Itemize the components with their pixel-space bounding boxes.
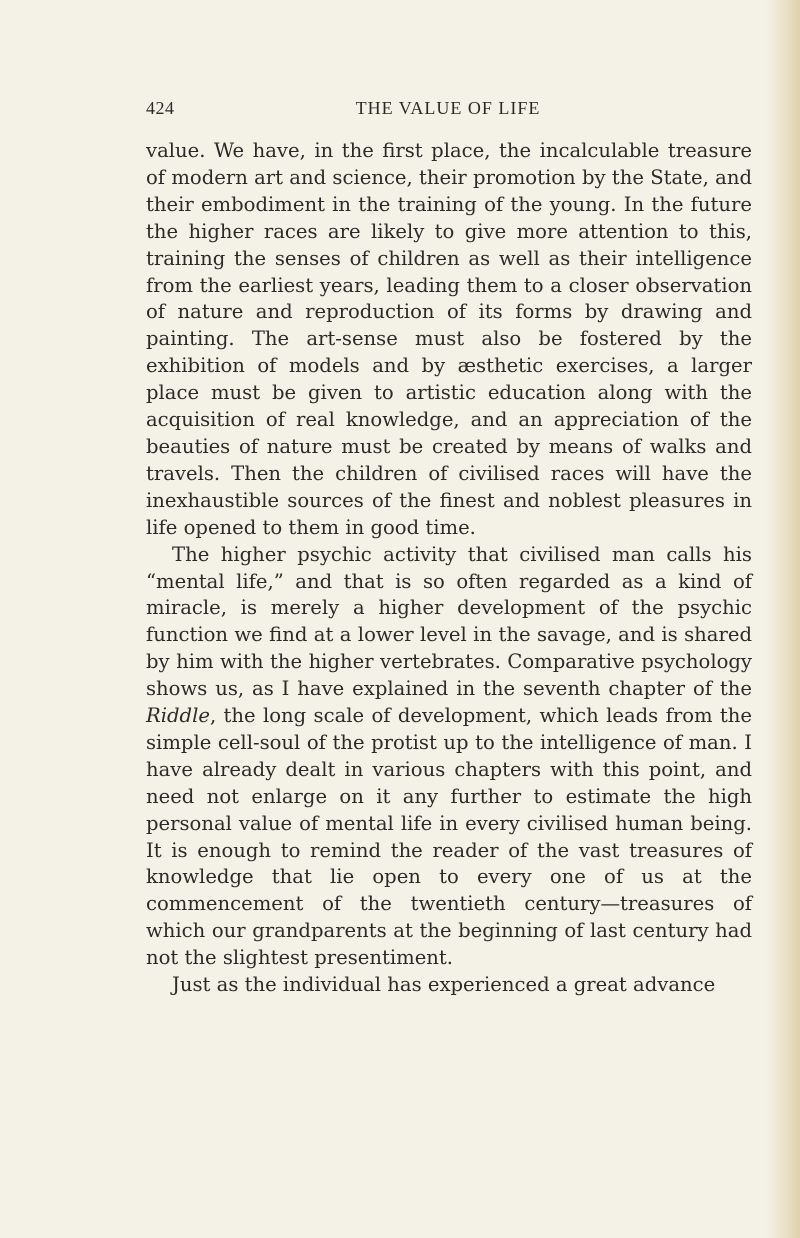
running-header — [146, 98, 750, 122]
paragraph-3: Just as the individual has experienced a great advance — [172, 973, 716, 997]
paragraph-2-text-a: The higher psychic activity that civilised man calls his “mental life,” and that is so often regarded as a kind of miracle, is merely a higher development of the psychic function we find at a lower level in the savage, and is shared by him with the higher vertebrates. Comparative psychology shows us, as I have explained in the seventh chapter of the — [146, 542, 752, 701]
page-edge-shading — [766, 0, 800, 1238]
book-title-riddle: Riddle — [146, 704, 210, 728]
page-number: 424 — [146, 98, 175, 118]
paragraph-2 — [146, 542, 752, 973]
paragraph-2-text-b: , the long scale of development, which leads from the simple cell-soul of the protist up to the intelligence of man. I have already dealt in various chapters with this point, and need not enlarge on it any further to estimate the high personal value of mental life in every civilised human being. It is enough to remind the reader of the vast treasures of knowledge that lie open to every one of us at the commencement of the twentieth century—treasures of which our grandparents at the beginning of last century had not the slightest presentiment. — [146, 704, 752, 970]
body-text — [146, 138, 752, 999]
paragraph-1: value. We have, in the first place, the incalculable treasure of modern art and science, their promotion by the State, and their embodiment in the training of the young. In the future the higher races are likely to give more attention to this, training the senses of children as well as their intelligence from the earliest years, leading them to a closer observation of nature and reproduction of its forms by drawing and painting. The art-sense must also be fostered by the exhibition of models and by æsthetic exercises, a larger place must be given to artistic education along with the acquisition of real knowledge, and an appreciation of the beauties of nature must be created by means of walks and travels. Then the children of civilised races will have the inexhaustible sources of the finest and noblest pleasures in life opened to them in good time. — [146, 139, 752, 539]
running-title: THE VALUE OF LIFE — [355, 98, 541, 118]
